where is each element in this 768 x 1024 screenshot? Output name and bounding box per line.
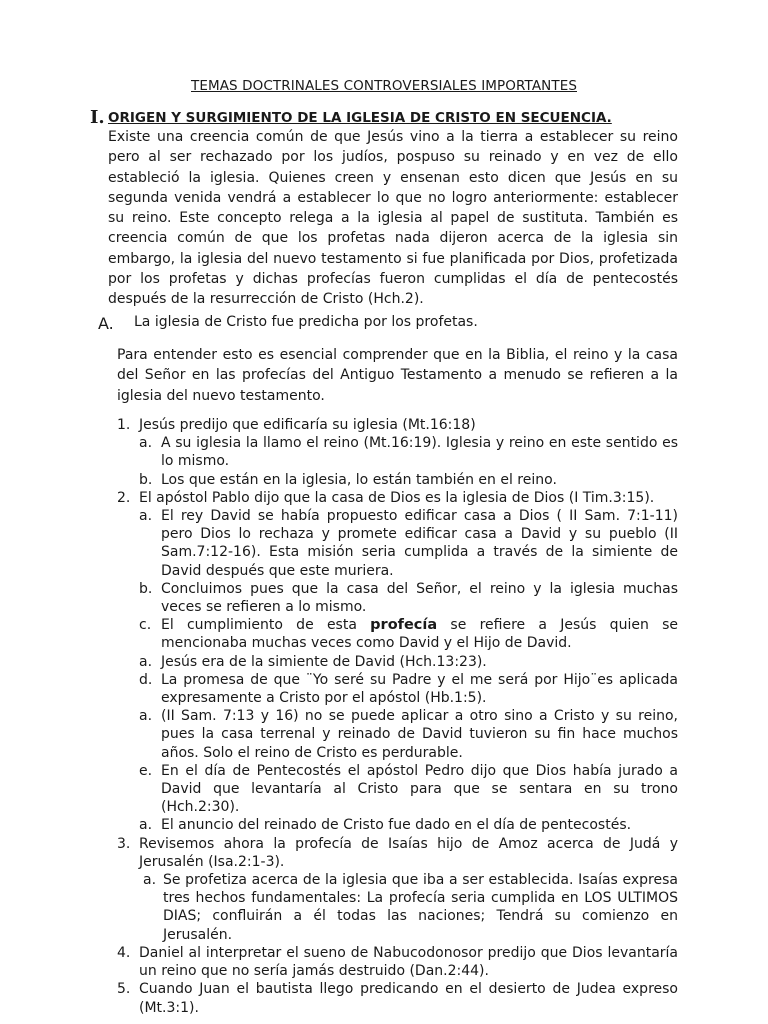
section-heading: ORIGEN Y SURGIMIENTO DE LA IGLESIA DE CRISTO EN SECUENCIA.	[108, 110, 612, 126]
list-item-number: 3.	[117, 835, 131, 852]
list-subitem	[117, 434, 678, 470]
list-subitem-letter: c.	[139, 617, 152, 634]
list-item	[117, 980, 678, 1016]
list-subitem-text-pre: El cumplimiento de esta	[161, 617, 371, 634]
list-subitem	[117, 871, 678, 944]
list-subitem-text-post: se refiere a Jesús quien se mencionaba muchas veces como David y el Hijo de David.	[161, 617, 678, 652]
list-item-text: Revisemos ahora la profecía de Isaías hijo de Amoz acerca de Judá y Jerusalén (Isa.2:1-3).	[139, 835, 678, 870]
list-subitem-text: Concluimos pues que la casa del Señor, el reino y la iglesia muchas veces se refieren a lo mismo.	[161, 580, 678, 616]
list-subitem-letter: b.	[139, 471, 153, 488]
list-item	[117, 489, 678, 507]
subsection-heading: La iglesia de Cristo fue predicha por los profetas.	[134, 314, 478, 330]
list-subitem	[117, 671, 678, 707]
list-item-text: Cuando Juan el bautista llego predicando en el desierto de Judea expreso (Mt.3:1).	[139, 981, 678, 1016]
list-subitem	[117, 816, 678, 834]
list-subitem	[117, 471, 678, 489]
list-subitem-letter: e.	[139, 762, 153, 779]
list-item	[117, 944, 678, 980]
list-subitem-letter: a.	[139, 817, 153, 834]
list-item-number: 5.	[117, 981, 131, 998]
list-item-number: 4.	[117, 944, 131, 961]
section-number: I.	[90, 107, 105, 128]
list-subitem-letter: b.	[139, 580, 153, 597]
list-subitem-text: La promesa de que ¨Yo seré su Padre y el me será por Hijo¨es aplicada expresamente a Cristo por el apóstol (Hb.1:5).	[161, 671, 678, 707]
list-subitem-text: (II Sam. 7:13 y 16) no se puede aplicar a otro sino a Cristo y su reino, pues la casa terrenal y reinado de David tuvieron su fin hace muchos años. Solo el reino de Cristo es perdurable.	[161, 708, 678, 761]
emphasis-word: profecía	[370, 617, 438, 634]
list-subitem-letter: d.	[139, 671, 153, 688]
list-subitem-text: Los que están en la iglesia, lo están también en el reino.	[161, 471, 557, 488]
list-subitem-letter: a.	[139, 435, 153, 452]
list-subitem-letter: a.	[139, 653, 153, 670]
list-subitem-letter: a.	[143, 872, 157, 889]
list-subitem	[117, 707, 678, 762]
subsection-letter	[98, 314, 114, 333]
list-item-number: 2.	[117, 489, 131, 506]
list-subitem	[117, 580, 678, 616]
subsection-paragraph: Para entender esto es esencial comprender que en la Biblia, el reino y la casa del Señor en las profecías del Antiguo Testamento a menudo se refieren a la iglesia del nuevo testamento.	[117, 347, 678, 404]
list-subitem-text: Jesús era de la simiente de David (Hch.13:23).	[161, 653, 487, 670]
list-subitem-text: A su iglesia la llamo el reino (Mt.16:19). Iglesia y reino en este sentido es lo mismo.	[161, 435, 678, 470]
list-subitem-text: Se profetiza acerca de la iglesia que iba a ser establecida. Isaías expresa tres hechos fundamentales: La profecía seria cumplida en LOS ULTIMOS DIAS; confluirán a él todas las naciones; Tendrá su comienzo en Jerusalén.	[163, 872, 678, 943]
list-item	[117, 416, 678, 434]
list-subitem	[117, 653, 678, 671]
list-item-text: Daniel al interpretar el sueno de Nabucodonosor predijo que Dios levantaría un reino que no sería jamás destruido (Dan.2:44).	[139, 944, 678, 980]
numbered-list	[117, 416, 678, 1017]
list-item-text: El apóstol Pablo dijo que la casa de Dios es la iglesia de Dios (I Tim.3:15).	[139, 489, 655, 506]
list-subitem-text: En el día de Pentecostés el apóstol Pedro dijo que Dios había jurado a David que levantaría al Cristo para que se sentara en su trono (Hch.2:30).	[161, 762, 678, 816]
list-subitem-letter: a.	[139, 508, 153, 525]
list-subitem	[117, 507, 678, 580]
list-item-text: Jesús predijo que edificaría su iglesia (Mt.16:18)	[139, 417, 476, 433]
list-subitem	[117, 616, 678, 652]
list-item-number: 1.	[117, 417, 131, 433]
subsection-letter-text: A.	[98, 314, 114, 333]
document-title: TEMAS DOCTRINALES CONTROVERSIALES IMPORTANTES	[191, 78, 577, 94]
list-subitem-letter: a.	[139, 708, 153, 725]
list-subitem-text: El anuncio del reinado de Cristo fue dado en el día de pentecostés.	[161, 817, 632, 834]
list-subitem-text	[161, 617, 678, 651]
list-subitem	[117, 762, 678, 817]
list-subitem-text: El rey David se había propuesto edificar casa a Dios ( II Sam. 7:1-11) pero Dios lo rechaza y promete edificar casa a David y su pueblo (II Sam.7:12-16). Esta misión seria cumplida a través de la simiente de David después que este muriera.	[161, 508, 678, 579]
list-item	[117, 835, 678, 871]
section-intro-paragraph: Existe una creencia común de que Jesús vino a la tierra a establecer su reino pero al ser rechazado por los judíos, pospuso su reinado y en vez de ello estableció la iglesia. Quienes creen y ensenan esto dicen que Jesús en su segunda venida vendrá a establecer lo que no logro anteriormente: establecer su reino. Este concepto relega a la iglesia al papel de sustituta. También es creencia común de que los profetas nada dijeron acerca de la iglesia sin embargo, la iglesia del nuevo testamento si fue planificada por Dios, profetizada por los profetas y dichas profecías fueron cumplidas el día de pentecostés después de la resurrección de Cristo (Hch.2).	[108, 129, 678, 308]
